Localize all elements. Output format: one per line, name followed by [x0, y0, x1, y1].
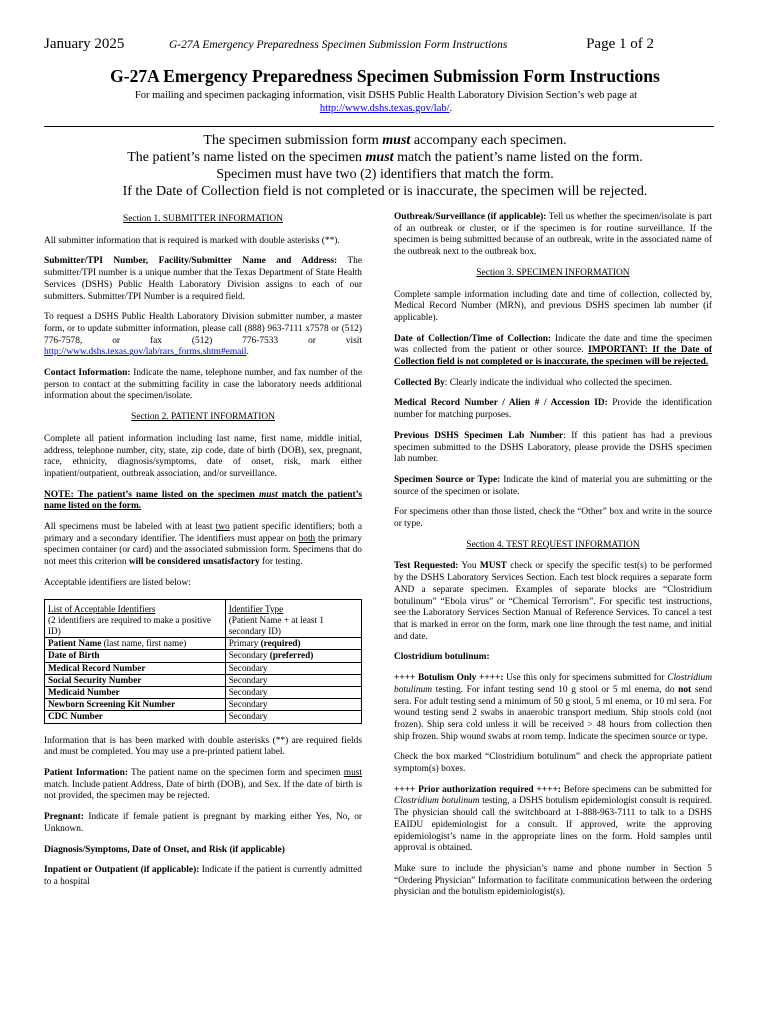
table-header-type: Identifier Type (Patient Name + at least 1 secondary ID): [225, 599, 361, 638]
table-row: [45, 699, 362, 711]
section-2-heading: Section 2. PATIENT INFORMATION: [131, 412, 275, 423]
identifier-name: CDC Number: [45, 711, 226, 723]
section-1-intro: All submitter information that is required is marked with double asterisks (**).: [44, 235, 340, 246]
labeling-paragraph: All specimens must be labeled with at least two patient specific identifiers; both a primary and a secondary identifier. The identifiers must appear on both the primary specimen container (or card) and the associated submission form. Specimens that do not meet this criterion will be considered unsatisfactory for testing.: [44, 522, 363, 568]
identifier-type: Secondary (preferred): [225, 650, 361, 662]
identifier-name: Medical Record Number: [45, 662, 226, 674]
requirements-banner: [0, 132, 770, 200]
test-requested-paragraph: Test Requested: You MUST check or specify the specific test(s) to be performed by the DSHS Laboratory Services Section. Each test block requires a separate form AND a separate specimen. Examples of separate blocks are “Clostridium botulinum” “Ebola virus” or “Chemical Terrorism”. For specific test instructions, see the Laboratory Services Section Manual of Reference Services. To cancel a test that is marked in error on the form, mark one line through the test name, and initial and date.: [394, 561, 712, 642]
pregnant-paragraph: Pregnant: Indicate if female patient is pregnant by marking either Yes, No, or Unknown.: [44, 812, 362, 834]
identifier-type: Secondary: [225, 687, 361, 699]
page-header: [44, 36, 654, 56]
banner-line-4: If the Date of Collection field is not completed or is inaccurate, the specimen will be rejected.: [122, 184, 648, 199]
lab-website-link[interactable]: http://www.dshs.texas.gov/lab/: [319, 103, 450, 114]
section-3-heading: Section 3. SPECIMEN INFORMATION: [476, 267, 630, 278]
contact-paragraph: Contact Information: Indicate the name, telephone number, and fax number of the person to contact at the submitting facility in case the laboratory needs additional information about the specimen/isolate.: [44, 368, 362, 402]
header-page-number: Page 1 of 2: [586, 36, 654, 52]
subtitle-text: For mailing and specimen packaging information, visit DSHS Public Health Laboratory Division Section’s web page at: [134, 90, 638, 101]
mrn-paragraph: Medical Record Number / Alien # / Accession ID: Provide the identification number for matching purposes.: [394, 398, 712, 421]
right-column: [394, 212, 712, 908]
title-divider: [44, 126, 714, 127]
section-2-intro: Complete all patient information including last name, first name, middle initial, address, telephone number, city, state, zip code, date of birth (DOB), sex, pregnant, race, ethnicity, diagnosis/symptoms, date of onset, risk, mark either inpatient/outpatient, outbreak association, and/or surveillance.: [44, 433, 362, 479]
prior-authorization-paragraph: ++++ Prior authorization required ++++: Before specimens can be submitted for Clostridium botulinum testing, a DSHS botulism epidemiologist consult is required. The physician should call the switchboard at 1-888-963-7111 to talk to a DSHS EAIDU epidemiologist for a consult. If approved, write the approving epidemiologist’s name in the appropriate lines on the form. Hold samples until approval is obtained.: [394, 784, 713, 854]
table-row: [45, 711, 362, 723]
identifier-name: Medicaid Number: [45, 687, 226, 699]
marked-fields-paragraph: Information that is has been marked with double asterisks (**) are required fields and must be completed. You may use a pre-printed patient label.: [44, 735, 362, 758]
request-paragraph: To request a DSHS Public Health Laboratory Division submitter number, a master form, or to update submitter information, please call (888) 963-7111 x7578 or (512) 776-7578, or fax (512) 776-7533 or visit http://www.dshs.texas.gov/lab/rars_forms.shtm#email.: [44, 312, 362, 358]
table-row: [45, 650, 362, 662]
date-collection-paragraph: Date of Collection/Time of Collection: Indicate the date and time the specimen was collected from the patient or other source. IMPORTANT: If the Date of Collection field is not completed or is inaccurate, the specimen will be rejected.: [394, 333, 713, 368]
banner-line-1: The specimen submission form must accompany each specimen.: [203, 133, 567, 148]
table-row: [45, 638, 362, 650]
rars-forms-link[interactable]: http://www.dshs.texas.gov/lab/rars_forms.shtm#email: [44, 347, 247, 358]
clostridium-heading: Clostridium botulinum:: [394, 652, 490, 663]
previous-lab-number-paragraph: Previous DSHS Specimen Lab Number: If this patient has had a previous specimen submitted to the DSHS Laboratory, please provide the DSHS specimen lab number.: [394, 430, 712, 465]
identifier-type: Secondary: [225, 674, 361, 686]
section-1-heading: Section 1. SUBMITTER INFORMATION: [123, 214, 283, 224]
banner-line-2: The patient’s name listed on the specimen must match the patient’s name listed on the form.: [127, 150, 643, 165]
table-header-identifiers: List of Acceptable Identifiers (2 identifiers are required to make a positive ID): [45, 599, 226, 638]
patient-info-paragraph: Patient Information: The patient name on the specimen form and specimen must match. Include patient Address, Date of birth (DOB), and Sex. If the date of birth is not provided, the specimen may be rejected.: [44, 768, 363, 802]
submitter-paragraph: Submitter/TPI Number, Facility/Submitter Name and Address: The submitter/TPI number is a unique number that the Texas Department of State Health Services (DSHS) Public Health Laboratory Division assigns to each of our submitters. Submitter/TPI Number is a required field.: [44, 256, 363, 302]
identifier-name: Social Security Number: [45, 674, 226, 686]
identifier-name: Patient Name (last name, first name): [45, 638, 226, 650]
document-title: G-27A Emergency Preparedness Specimen Submission Form Instructions: [110, 66, 660, 86]
identifier-type: Secondary: [225, 711, 361, 723]
header-date: January 2025: [44, 36, 125, 52]
inpatient-paragraph: Inpatient or Outpatient (if applicable): Indicate if the patient is currently admitted to a hospital: [44, 865, 362, 887]
document-subtitle: For mailing and specimen packaging information, visit DSHS Public Health Laboratory Division Section’s web page at http://www.dshs.texas.gov/lab/.: [134, 90, 638, 114]
acceptable-intro: Acceptable identifiers are listed below:: [44, 577, 191, 588]
patient-name-note: NOTE: The patient’s name listed on the specimen must match the patient’s name listed on the form.: [44, 489, 362, 512]
identifier-type: Secondary: [225, 699, 361, 711]
identifier-name: Date of Birth: [45, 650, 226, 662]
check-box-paragraph: Check the box marked “Clostridium botulinum” and check the appropriate patient symptom(s) boxes.: [394, 752, 712, 775]
physician-paragraph: Make sure to include the physician’s name and phone number in Section 5 “Ordering Physician” Information to facilitate communication between the ordering physician and the botulism epidemiologist(s).: [394, 863, 712, 898]
must-emphasis: must: [382, 133, 411, 148]
table-row: [45, 674, 362, 686]
collected-by-paragraph: Collected By: Clearly indicate the individual who collected the specimen.: [394, 377, 673, 388]
must-emphasis: must: [365, 150, 394, 165]
banner-line-3: Specimen must have two (2) identifiers that match the form.: [216, 167, 554, 182]
specimen-source-paragraph: Specimen Source or Type: Indicate the kind of material you are submitting or the source of the specimen or isolate.: [394, 474, 712, 497]
identifiers-table: [44, 599, 362, 724]
outbreak-paragraph: Outbreak/Surveillance (if applicable): Tell us whether the specimen/isolate is part of an outbreak or cluster, or if the specimen is for routine surveillance. If the specimen is being submitted because of an outbreak, write in the associated name of the outbreak next to the outbreak box.: [394, 212, 712, 258]
identifier-type: Primary (required): [225, 638, 361, 650]
table-row: [45, 687, 362, 699]
header-running-title: G-27A Emergency Preparedness Specimen Submission Form Instructions: [169, 39, 508, 51]
table-row: [45, 662, 362, 674]
section-3-intro: Complete sample information including date and time of collection, collected by, Medical Record Number (MRN), and previous DSHS specimen lab number (if applicable).: [394, 289, 712, 323]
table-header-row: [45, 599, 362, 638]
botulism-only-paragraph: ++++ Botulism Only ++++: Use this only for specimens submitted for Clostridium botulinum testing. For infant testing send 10 g stool or 5 ml enema, do not send sera. For adult testing send a minimum of 50 g stool, 5 ml enema, or 10 ml sera. For wound testing send 2 swabs in anaerobic transport medium. Ship stools cold (not frozen). Ship sera cold unless it will be received > 48 hours from collection then ship frozen. Ship wound swabs at room temp. Indicate the specimen source or type.: [394, 673, 713, 742]
identifier-name: Newborn Screening Kit Number: [45, 699, 226, 711]
section-4-heading: Section 4. TEST REQUEST INFORMATION: [466, 539, 640, 550]
other-source-paragraph: For specimens other than those listed, check the “Other” box and write in the source or type.: [394, 507, 712, 530]
diagnosis-heading: Diagnosis/Symptoms, Date of Onset, and Risk (if applicable): [44, 844, 285, 855]
identifier-type: Secondary: [225, 662, 361, 674]
left-column: [44, 212, 362, 898]
